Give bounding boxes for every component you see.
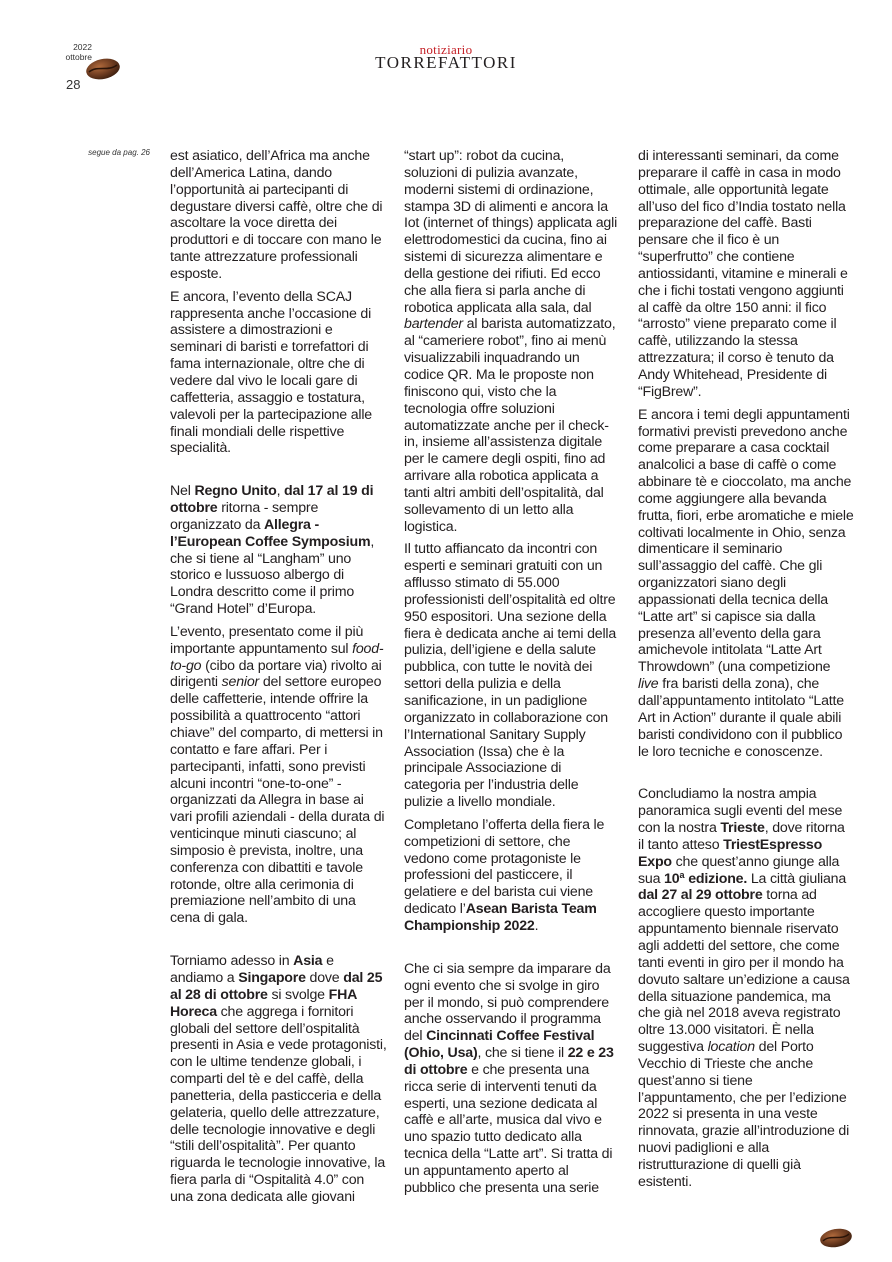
paragraph: E ancora i temi degli appuntamenti formativi previsti prevedono anche come preparare a casa cocktail analcolici a base di caffè o come abbinare tè e cioccolato, ma anche come aggiungere alla bevanda frutta, fiori, erbe aromatiche e miele coltivati localmente in Ohio, senza dimenticare il seminario sull’assaggio del caffè. Che gli organizzatori siano degli appassionati della tecnica della “Latte art” si capisce sia dalla presenza all’evento della gara amichevole intitolata “Latte Art Throwdown” (una competizione live fra baristi della zona), che dall’appuntamento intitolato “Latte Art in Action” durante il quale abili baristi condividono con il pubblico le loro tecniche e conoscenze. [638, 406, 854, 760]
paragraph: Concludiamo la nostra ampia panoramica sugli eventi del mese con la nostra Trieste, dove ritorna il tanto atteso TriestEspresso Expo che quest’anno giunge alla sua 10ª edizione. La città giuliana dal 27 al 29 ottobre torna ad accogliere questo importante appuntamento biennale riservato agli addetti del settore, che come tanti eventi in giro per il mondo ha dovuto saltare un’edizione a causa della situazione pandemica, ma che già nel 2018 aveva registrato oltre 13.000 visitatori. È nella suggestiva location del Porto Vecchio di Trieste che anche quest’anno si tiene l’appuntamento, che per l’edizione 2022 si presenta in una veste rinnovata, grazie all’introduzione di nuovi padiglioni e alla ristrutturazione di quelli già esistenti. [638, 786, 850, 1190]
paragraph: L’evento, presentato come il più importante appuntamento sul food-to-go (cibo da portare via) rivolto ai dirigenti senior del settore europeo delle caffetterie, intende offrire la possibilità a quattrocento “attori chiave” del comparto, di mettersi in contatto e fare affari. Per i partecipanti, infatti, sono previsti alcuni incontri “one-to-one” - organizzati da Allegra in base ai vari profili aziendali - della durata di venticinque minuti ciascuno; al simposio è prevista, inoltre, una conferenza con dibattiti e tavole rotonde, oltre alla cerimonia di premiazione nell’ambito di una cena di gala. [170, 623, 385, 927]
issue-month: ottobre [65, 52, 92, 62]
issue-year: 2022 [73, 42, 92, 52]
paragraph: “start up”: robot da cucina, soluzioni di pulizia avanzate, moderni sistemi di ordinazione, stampa 3D di alimenti e ancora la Iot (internet of things) applicata agli elettrodomestici da cucina, fino ai sistemi di sicurezza alimentare e della gestione dei rifiuti. Ed ecco che alla fiera si parla anche di robotica applicata alla sala, dal bartender al barista automatizzato, al “cameriere robot”, fino ai menù visualizzabili inquadrando un codice QR. Ma le proposte non finiscono qui, visto che la tecnologia offre soluzioni automatizzate anche per il check-in, insieme all’assistenza digitale per le camere degli ospiti, fino ad arrivare alla robotica applicata a tanti altri ambiti dell’ospitalità, dal sollevamento di un letto alla logistica. [404, 148, 618, 535]
column-3 [638, 148, 854, 1197]
masthead-subtitle: notiziario [419, 42, 473, 57]
paragraph: E ancora, l’evento della SCAJ rappresenta anche l’occasione di assistere a dimostrazioni e seminari di baristi e torrefattori di fama internazionale, oltre che di vedere dal vivo le locali gare di caffetteria, assaggio e tostatura, valevoli per la partecipazione alle finali mondiali delle rispettive specialità. [170, 288, 372, 457]
paragraph: Torniamo adesso in Asia e andiamo a Singapore dove dal 25 al 28 di ottobre si svolge FHA Horeca che aggrega i fornitori globali del settore dell’ospitalità presenti in Asia e vede protagonisti, con le ultime tendenze globali, i comparti del tè e del caffè, della panetteria, della pasticceria e della gelateria, quello delle attrezzature, delle tecnologie innovative e degli “stili dell’ospitalità”. Per quanto riguarda le tecnologie innovative, la fiera parla di “Ospitalità 4.0” con una zona dedicata alle giovani [170, 953, 387, 1205]
column-1 [170, 148, 388, 1212]
paragraph: Completano l’offerta della fiera le competizioni di settore, che vedono come protagoniste le professioni del pasticcere, il gelatiere e del barista cui viene dedicato l’Asean Barista Team Championship 2022. [404, 816, 605, 934]
continued-from-note: segue da pag. 26 [88, 148, 150, 157]
paragraph: est asiatico, dell’Africa ma anche dell’America Latina, dando l’opportunità ai partecipanti di degustare diversi caffè, oltre che di ascoltare la voce diretta dei produttori e di toccare con mano le tante attrezzature professionali esposte. [170, 148, 383, 282]
page-number: 28 [66, 77, 81, 92]
paragraph: Che ci sia sempre da imparare da ogni evento che si svolge in giro per il mondo, si può comprendere anche osservando il programma del Cincinnati Coffee Festival (Ohio, Usa), che si tiene il 22 e 23 di ottobre e che presenta una ricca serie di interventi tenuti da esperti, una sezione dedicata al caffè e all’arte, musica dal vivo e uno spazio tutto dedicato alla tecnica della “Latte art”. Si tratta di un appuntamento aperto al pubblico che presenta una serie [404, 960, 614, 1196]
paragraph: Nel Regno Unito, dal 17 al 19 di ottobre ritorna - sempre organizzato da Allegra - l’European Coffee Symposium, che si tiene al “Langham” uno storico e lussuoso albergo di Londra descritto come il primo “Grand Hotel” d’Europa. [170, 483, 375, 618]
paragraph: Il tutto affiancato da incontri con esperti e seminari gratuiti con un afflusso stimato di 55.000 professionisti dell’ospitalità ed oltre 950 espositori. Una sezione della fiera è dedicata anche ai temi della pulizia, dell’igiene e della salute pubblica, con tutte le novità dei settori della pulizia e della sanificazione, in un padiglione organizzato in collaborazione con l’International Sanitary Supply Association (Issa) che è la principale Associazione di categoria per l’industria delle pulizie a livello mondiale. [404, 541, 617, 811]
paragraph: di interessanti seminari, da come preparare il caffè in casa in modo ottimale, alle opportunità legate all’uso del fico d’India tostato nella preparazione del caffè. Basti pensare che il fico è un “superfrutto” che contiene antiossidanti, vitamine e minerali e che i fichi tostati vengono aggiunti al caffè da oltre 150 anni: il fico “arrosto” viene preparato come il caffè, utilizzando la stessa attrezzatura; il corso è tenuto da Andy Whitehead, Presidente di “FigBrew”. [638, 148, 848, 400]
coffee-bean-icon [818, 1226, 854, 1250]
masthead-title: TORREFATTORI [375, 53, 517, 72]
column-2 [404, 148, 619, 1203]
